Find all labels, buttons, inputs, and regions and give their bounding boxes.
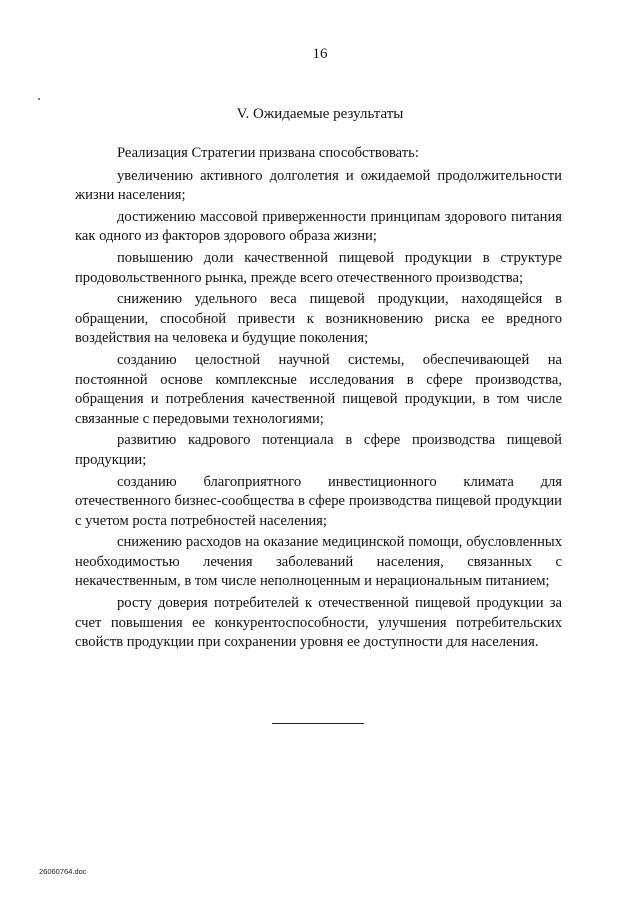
list-item: созданию благоприятного инвестиционного климата для отечественного бизнес-сообщества в сфере производства пищевой продукции с учетом роста потребностей населения; — [75, 473, 562, 529]
list-item: росту доверия потребителей к отечественной пищевой продукции за счет повышения ее конкурентоспособности, улучшения потребительских свойств продукции при сохранении уровня ее доступности для населения. — [75, 595, 562, 651]
section-title: V. Ожидаемые результаты — [236, 106, 404, 122]
list-item: развитию кадрового потенциала в сфере производства пищевой продукции; — [75, 432, 562, 468]
end-of-section-divider — [272, 723, 364, 724]
list-item: снижению удельного веса пищевой продукции, находящейся в обращении, способной привести к возникновению риска ее вредного воздействия на человека и будущие поколения; — [75, 291, 562, 347]
list-item: повышению доли качественной пищевой продукции в структуре продовольственного рынка, прежде всего отечественного производства; — [75, 249, 562, 286]
document-body — [75, 144, 562, 655]
file-name-footer: 26060764.doc — [39, 867, 87, 876]
scan-speck — [38, 98, 40, 100]
list-item: созданию целостной научной системы, обеспечивающей на постоянной основе комплексные исследования в сфере производства, обращения и потребления качественной пищевой продукции, в том числе связанные с передовыми технологиями; — [75, 351, 562, 427]
list-item: снижению расходов на оказание медицинской помощи, обусловленных необходимостью лечения заболеваний населения, связанных с некачественным, в том числе неполноценным и нерациональным питанием; — [75, 534, 562, 590]
intro-paragraph: Реализация Стратегии призвана способствовать: — [117, 145, 419, 161]
list-item: увеличению активного долголетия и ожидаемой продолжительности жизни населения; — [75, 167, 562, 204]
list-item: достижению массовой приверженности принципам здорового питания как одного из факторов здорового образа жизни; — [75, 208, 562, 245]
page-number: 16 — [312, 46, 328, 62]
